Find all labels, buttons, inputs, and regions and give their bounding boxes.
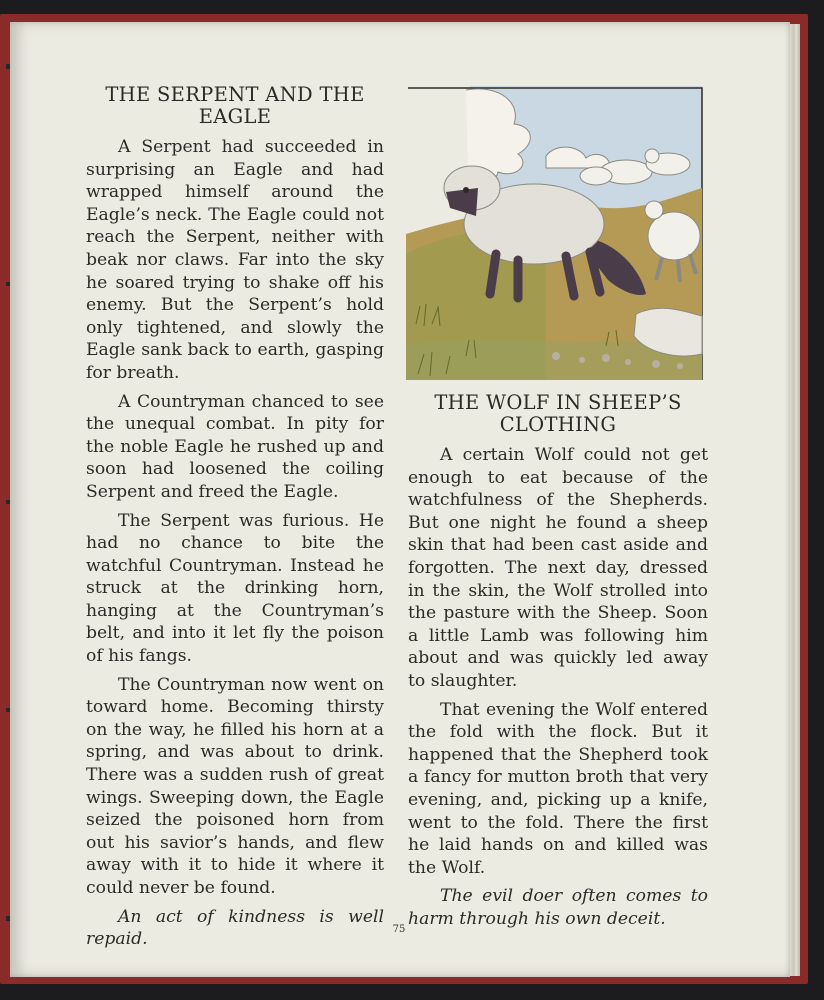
story-moral: An act of kindness is well repaid.: [86, 906, 384, 950]
binding-stitch: [6, 708, 10, 712]
left-story: [86, 84, 384, 968]
right-story: [408, 392, 708, 948]
story-paragraph: The Serpent was furious. He had no chance to bite the watchful Countryman. Instead he struck at the drinking horn, hanging at the Countryman’s belt, and into it let fly the poison of his fangs.: [86, 510, 384, 667]
story-paragraph: That evening the Wolf entered the fold with the flock. But it happened that the Shepherd took a fancy for mutton broth that very evening, and, picking up a knife, went to the fold. There the first he laid hands on and killed was the Wolf.: [408, 699, 708, 878]
page-number: 75: [392, 924, 406, 935]
page-edges: [790, 24, 800, 976]
story-title: THE WOLF IN SHEEP’S CLOTHING: [434, 391, 682, 436]
binding-stitch: [6, 500, 10, 504]
story-paragraph: The Countryman now went on toward home. Becoming thirsty on the way, he filled his horn at a spring, and was about to drink. There was a sudden rush of great wings. Sweeping down, the Eagle seized the poisoned horn from out his savior’s hands, and flew away with it to hide it where it could never be found.: [86, 674, 384, 898]
story-paragraph: A Countryman chanced to see the unequal combat. In pity for the noble Eagle he rushed up and soon had loosened the coiling Serpent and freed the Eagle.: [86, 391, 384, 502]
story-paragraph: A Serpent had succeeded in surprising an Eagle and had wrapped himself around the Eagle’s neck. The Eagle could not reach the Serpent, neither with beak nor claws. Far into the sky he soared trying to shake off his enemy. But the Serpent’s hold only tightened, and slowly the Eagle sank back to earth, gasping for breath.: [86, 137, 384, 383]
binding-stitch: [6, 916, 10, 921]
story-moral: The evil doer often comes to harm through his own deceit.: [408, 886, 708, 929]
story-paragraph: A certain Wolf could not get enough to eat because of the watchfulness of the Shepherds. But one night he found a sheep skin that had been cast aside and forgotten. The next day, dressed in the skin, the Wolf strolled into the pasture with the Sheep. Soon a little Lamb was following him about and was quickly led away to slaughter.: [408, 445, 708, 691]
binding-stitch: [6, 282, 10, 286]
story-title: THE SERPENT AND THE EAGLE: [105, 83, 365, 128]
binding-stitch: [6, 64, 10, 69]
wolf-in-sheep-illustration: [406, 84, 704, 382]
